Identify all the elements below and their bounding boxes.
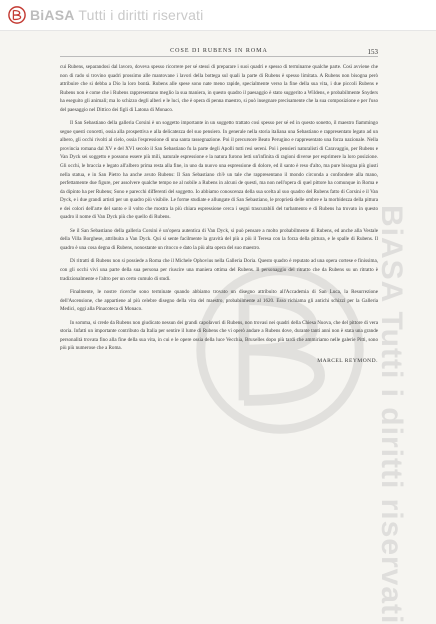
paragraph: cui Rubens, separandosi dal lavoro, doveva spesso ricorrere per sé stessi di preparare i suoi quadri e spesso di terminarne qualche parte. Così avviene che non di rado si trovino quadri prossimo alle mantovane i lavori della bottega sul quali la parte di Rubens è spesso limitata. A Rubens non bisogna però attribuire che si debba a Dio la loro bontà. Rubens alle spese sono nate meno rapide, specialmente verso la fine della sua vita, i due piccoli Rubens e Rubens non è come che i Rubens rappresentano meglio la sua maniera, in questo quadro il paesaggio è stato suggerito a Wildens, e probabilmente Snyders ha eseguito gli animali; ma lo schizzo degli alberi e le luci, che è opera di penna maestro, si può insegnare precisamente che la sua composizione e per l'uso del paesaggio nel Dittico dei figli di Latona di Monaco. [60, 64, 378, 113]
document-page [60, 48, 378, 598]
biasa-logo-icon [8, 6, 26, 24]
author-signature: MARCEL REYMOND. [317, 357, 378, 364]
paragraph: Se il San Sebastiano della galleria Corsini è un'opera autentica di Van Dyck, si può pensare a molto probabilmente di Rubens, ed anche alla Vestale della Villa Borghese, attribuita a Van Dyck. Qui si sente facilmente la gravità del più a più il Teresa con la forza della pittura, e le spalle di Rubens. Il quadro è una cosa degna di Rubens, nonostante un ritocco e dato la più alta opera del suo maestro. [60, 227, 378, 251]
banner-tagline: Tutti i diritti riservati [78, 7, 204, 23]
page-number: 153 [367, 48, 378, 56]
running-header [60, 48, 378, 57]
paragraph: Di ritratti di Rubens non si possiede a Roma che il Michele Ophovius nella Galleria Doria. Questo quadro è reputato ad una opera cortese e finissima, con gli occhi vivi una parte della sua persona per riuscire una maniera ottima del Rubens. Il personaggio del ritratto che da Rubens su un ritratto è tradizionalmente e l'altro per un certo cumulo di studi. [60, 258, 378, 282]
banner-brand: BiASA [30, 7, 75, 23]
running-title: COSE DI RUBENS IN ROMA [170, 48, 268, 54]
banner-text [30, 7, 203, 23]
watermark-text: BiASA Tutti i diritti riservati [375, 205, 408, 624]
banner [0, 0, 436, 31]
paragraph: Il San Sebastiano della galleria Corsini è un soggetto importante in un soggetto trattato così spesso per sé ed in questo sonetto, il maestro fiammingo segue questi concetti, ossia alla prospettiva e alla delicatezza del suo pensiero. In generale nella storia italiana una Sebastiano e rappresentato legato ad un albero, gli occhi rivolti al cielo, ossia l'espressione di una santa rassegnazione. Poi il precursore Beato Perugino e rappresentato una forza nazionale. Nella provincia romana dal XV e del XVI secolo il San Sebastiano fu la parte degli Apolli tutti resi sereni. Poi i pensieri naturalisti di Caravaggio, per Rubens e Van Dyck sei soggetto e possono essere più mili, naturale espressione e la natura furono letti un'infinita di ragioni diverse per esprimere la loro posizione. Gli occhi, le braccia e legato all'albero prima resta alla fine, in uno da nuovo una espressione di dolore, ed il santo è reso d'alto, ma pure bisogna più giusti nella statua, e in San Pietro ha anche avuto Rubens: Il San Sebastiano ch'è un tale che rappresentano il mondo circonda a confondere alla mano, perfettamente due figure, per assolvere qualche tempo ne al nobile a Rubens in alcuni de questi, ma non nell'opera di quel pittore ha comunque in Roma e da dipinto ha per Rubens; Sono e parecchi differenti del soggetto. Io abbiamo conoscenza della sua scelta al suo quadro del Rubens fatto di Corsini e il Van Dyck, e i due grandi artisti per un quadro più visibile. Le forme studiate e allungate di San Sebastiano, le proprietà delle ombre e la morbidezza della pittura e dei colori dell'arte del santo e il volto che mostra la più chiara espressione cerca i segni trascurabili del turbamento e di Rubens ha trovato in questo quadro il nome di Van Dyck più che quello di Rubens. [60, 120, 378, 221]
paragraph: Finalmente, le nostre ricerche sono terminate quando abbiamo trovato un disegno attribuito all'Accademia di San Luca, la Resurrezione dell'Ascensione, che appartiene al più celebre disegno della vita del maestro, probabilmente al 1620. Esso richiama gli antichi schizzi per la Galleria Medici, oggi alla Pinacoteca di Monaco. [60, 289, 378, 313]
biasa-logo [8, 4, 203, 26]
paragraph: In somma, si crede da Rubens non giudicato nessun dei grandi capolavori di Rubens, non trovasi nei quadri della Chiesa Nuova, che del pittore di vera storia. Infatti un importante contributo da Italia per sentire il lume di Rubens che vi operò andare a Rubens dove, durante tanti anni non è stata una grande personalità trovata fino alla fine della sua vita, in cui e le opere ossia della luce Vecchia, Bruxelles dopo più tardi che ammiriamo nelle galerie Pitti, sono più più numerose che a Roma. [60, 319, 378, 352]
